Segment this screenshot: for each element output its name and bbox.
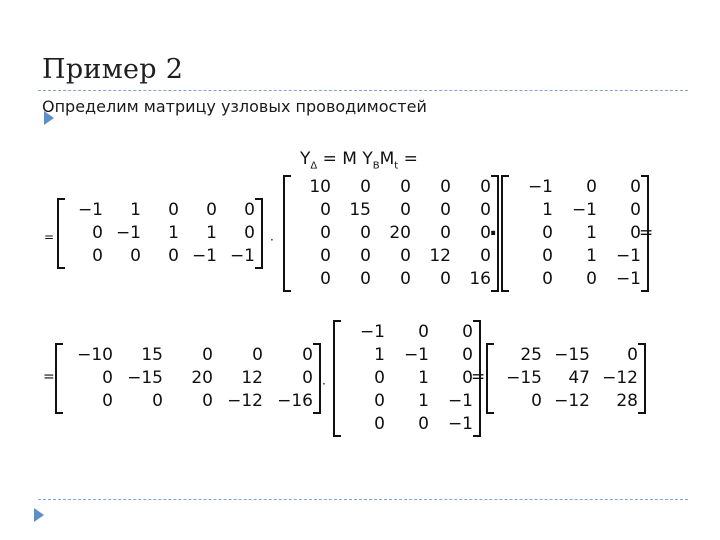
matrix-cell: −1 <box>115 223 141 243</box>
matrix-row <box>509 268 641 291</box>
equals-sign-2: = <box>639 223 654 243</box>
matrix-row <box>494 390 638 413</box>
matrix-cell: 0 <box>168 246 179 266</box>
bracket-corner <box>57 267 65 269</box>
matrix-row <box>509 222 641 245</box>
bracket-corner <box>641 290 649 292</box>
bracket-corner <box>313 412 321 414</box>
bracket-corner <box>57 198 65 200</box>
matrix-row <box>291 222 491 245</box>
matrix-result <box>486 343 646 414</box>
bracket-corner <box>486 343 494 345</box>
matrix-cell: 0 <box>360 246 371 266</box>
matrix-cell: 0 <box>244 200 255 220</box>
formula-yb-sub: B <box>372 160 380 172</box>
matrix-cell: 0 <box>400 200 411 220</box>
matrix-row <box>341 413 473 436</box>
formula <box>300 149 418 171</box>
bracket-corner <box>55 412 63 414</box>
matrix-cell: 0 <box>202 391 213 411</box>
matrix-table <box>509 176 641 291</box>
title-divider <box>38 90 688 91</box>
footer-divider <box>38 499 688 500</box>
matrix-cell: −1 <box>229 246 255 266</box>
matrix-cell: 1 <box>542 200 553 220</box>
matrix-yb <box>283 175 499 292</box>
matrix-mt <box>501 175 649 292</box>
matrix-cell: 1 <box>418 368 429 388</box>
bracket-corner <box>313 343 321 345</box>
matrix-row <box>291 199 491 222</box>
matrix-cell: 0 <box>462 345 473 365</box>
matrix-row <box>291 176 491 199</box>
matrix-cell: 0 <box>480 177 491 197</box>
matrix-cell: 0 <box>360 177 371 197</box>
multiply-dot-3: · <box>322 377 326 391</box>
matrix-cell: 1 <box>130 200 141 220</box>
matrix-cell: 12 <box>429 246 451 266</box>
bracket-corner <box>638 343 646 345</box>
matrix-cell: 1 <box>374 345 385 365</box>
matrix-table <box>341 321 473 436</box>
formula-mt-sub: t <box>394 160 399 172</box>
matrix-cell: 10 <box>309 177 331 197</box>
matrix-cell: 0 <box>374 391 385 411</box>
matrix-cell: −12 <box>602 368 638 388</box>
matrix-table <box>291 176 491 291</box>
matrix-cell: 0 <box>542 223 553 243</box>
matrix-cell: 0 <box>374 368 385 388</box>
bracket-corner <box>501 175 509 177</box>
matrix-cell: 0 <box>630 177 641 197</box>
matrix-cell: −1 <box>77 200 103 220</box>
subtitle-text: Определим матрицу узловых проводимостей <box>42 97 427 116</box>
matrix-cell: 20 <box>191 368 213 388</box>
matrix-row <box>65 245 255 268</box>
matrix-cell: 0 <box>440 223 451 243</box>
equals-sign-1: = <box>44 230 55 244</box>
matrix-cell: 1 <box>168 223 179 243</box>
multiply-dot-2: . <box>489 216 498 241</box>
matrix-cell: 0 <box>400 246 411 266</box>
footer-triangle-icon <box>34 508 44 522</box>
matrix-cell: 0 <box>320 246 331 266</box>
matrix-row <box>494 367 638 390</box>
matrix-cell: −12 <box>227 391 263 411</box>
matrix-cell: 0 <box>542 269 553 289</box>
matrix-cell: 0 <box>480 246 491 266</box>
matrix-cell: 0 <box>168 200 179 220</box>
matrix-product <box>55 343 321 414</box>
matrix-cell: 1 <box>586 246 597 266</box>
matrix-cell: 0 <box>244 223 255 243</box>
multiply-dot-1: · <box>270 233 274 247</box>
bracket-corner <box>501 290 509 292</box>
matrix-cell: 0 <box>462 368 473 388</box>
bracket-corner <box>473 435 481 437</box>
matrix-row <box>63 367 313 390</box>
matrix-row <box>341 321 473 344</box>
bracket-corner <box>473 320 481 322</box>
matrix-row <box>65 199 255 222</box>
matrix-cell: 0 <box>320 223 331 243</box>
matrix-row <box>341 344 473 367</box>
slide-title: Пример 2 <box>42 54 184 85</box>
matrix-row <box>509 199 641 222</box>
matrix-cell: 0 <box>542 246 553 266</box>
formula-eq2: = <box>398 149 418 169</box>
matrix-cell: 0 <box>630 223 641 243</box>
matrix-cell: 0 <box>102 368 113 388</box>
bracket-corner <box>486 412 494 414</box>
matrix-cell: −1 <box>447 414 473 434</box>
bracket-corner <box>283 175 291 177</box>
formula-eq1: = M Y <box>317 149 373 169</box>
bracket-corner <box>491 175 499 177</box>
equals-sign-4: = <box>471 367 486 387</box>
matrix-row <box>509 245 641 268</box>
formula-y-sub: Δ <box>310 160 318 172</box>
matrix-cell: 0 <box>627 345 638 365</box>
bracket-corner <box>283 290 291 292</box>
matrix-cell: 0 <box>630 200 641 220</box>
matrix-cell: 16 <box>469 269 491 289</box>
matrix-cell: 0 <box>320 269 331 289</box>
matrix-cell: −15 <box>554 345 590 365</box>
bracket-corner <box>491 290 499 292</box>
bracket-corner <box>333 320 341 322</box>
matrix-row <box>291 268 491 291</box>
matrix-row <box>494 344 638 367</box>
matrix-row <box>65 222 255 245</box>
matrix-cell: 47 <box>568 368 590 388</box>
matrix-cell: −15 <box>506 368 542 388</box>
matrix-cell: 0 <box>206 200 217 220</box>
matrix-row <box>341 367 473 390</box>
matrix-cell: 0 <box>480 200 491 220</box>
matrix-row <box>63 390 313 413</box>
matrix-cell: 0 <box>531 391 542 411</box>
matrix-cell: −1 <box>615 269 641 289</box>
matrix-cell: 0 <box>360 223 371 243</box>
matrix-row <box>291 245 491 268</box>
matrix-cell: 15 <box>141 345 163 365</box>
matrix-cell: −10 <box>77 345 113 365</box>
matrix-cell: 0 <box>586 177 597 197</box>
matrix-cell: 20 <box>389 223 411 243</box>
matrix-cell: 0 <box>586 269 597 289</box>
matrix-cell: 0 <box>320 200 331 220</box>
matrix-cell: 0 <box>440 177 451 197</box>
matrix-cell: 0 <box>440 269 451 289</box>
matrix-cell: 1 <box>418 391 429 411</box>
matrix-m <box>57 198 263 269</box>
matrix-cell: 25 <box>520 345 542 365</box>
matrix-cell: 0 <box>440 200 451 220</box>
matrix-mt-2 <box>333 320 481 437</box>
matrix-cell: −16 <box>277 391 313 411</box>
bracket-corner <box>255 198 263 200</box>
matrix-cell: 0 <box>302 368 313 388</box>
matrix-cell: 0 <box>130 246 141 266</box>
matrix-cell: 0 <box>400 177 411 197</box>
matrix-cell: −1 <box>359 322 385 342</box>
matrix-cell: 1 <box>206 223 217 243</box>
matrix-cell: 0 <box>202 345 213 365</box>
matrix-cell: 15 <box>349 200 371 220</box>
matrix-cell: −15 <box>127 368 163 388</box>
matrix-table <box>65 199 255 268</box>
matrix-cell: −1 <box>527 177 553 197</box>
matrix-cell: 0 <box>400 269 411 289</box>
matrix-row <box>509 176 641 199</box>
matrix-cell: −12 <box>554 391 590 411</box>
formula-y: Y <box>300 149 311 169</box>
matrix-cell: 0 <box>92 246 103 266</box>
matrix-cell: −1 <box>615 246 641 266</box>
bracket-corner <box>638 412 646 414</box>
equals-sign-3: = <box>43 369 55 385</box>
matrix-cell: −1 <box>191 246 217 266</box>
matrix-cell: −1 <box>403 345 429 365</box>
matrix-cell: 0 <box>480 223 491 243</box>
matrix-table <box>63 344 313 413</box>
matrix-cell: −1 <box>571 200 597 220</box>
matrix-row <box>341 390 473 413</box>
bracket-corner <box>333 435 341 437</box>
matrix-cell: 0 <box>92 223 103 243</box>
matrix-cell: 12 <box>241 368 263 388</box>
matrix-cell: 0 <box>360 269 371 289</box>
matrix-cell: 0 <box>152 391 163 411</box>
matrix-cell: 1 <box>586 223 597 243</box>
matrix-cell: 0 <box>102 391 113 411</box>
bracket-corner <box>55 343 63 345</box>
matrix-cell: 0 <box>462 322 473 342</box>
matrix-cell: 0 <box>252 345 263 365</box>
matrix-cell: 0 <box>418 322 429 342</box>
bracket-corner <box>255 267 263 269</box>
matrix-cell: −1 <box>447 391 473 411</box>
formula-m: M <box>379 149 395 169</box>
bracket-corner <box>641 175 649 177</box>
matrix-cell: 28 <box>616 391 638 411</box>
matrix-cell: 0 <box>302 345 313 365</box>
matrix-cell: 0 <box>418 414 429 434</box>
matrix-row <box>63 344 313 367</box>
matrix-cell: 0 <box>374 414 385 434</box>
matrix-table <box>494 344 638 413</box>
